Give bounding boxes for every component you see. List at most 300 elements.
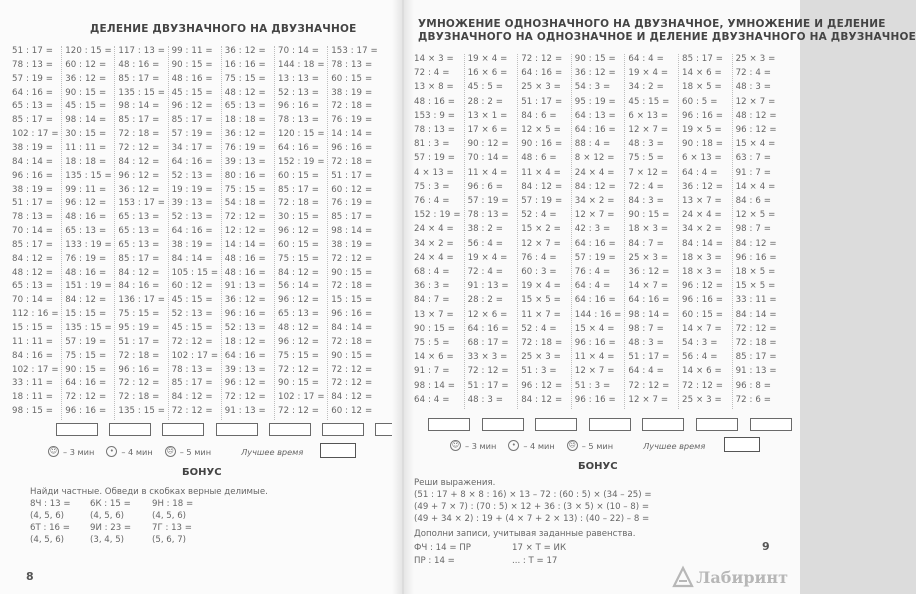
exercise-cell: 84 : 6 = — [735, 196, 772, 206]
exercise-cell: 65 : 13 = — [118, 212, 160, 223]
answer-box[interactable] — [642, 418, 684, 431]
exercise-cell: 54 : 18 = — [224, 198, 266, 209]
exercise-cell: 90 : 15 = — [65, 364, 107, 375]
exercise-cell: 12 × 7 = — [574, 366, 615, 377]
exercise-cell: 15 : 15 = — [65, 309, 107, 320]
exercise-cell: 48 : 16 = — [414, 96, 456, 107]
exercise-cell: 33 : 11 = — [735, 295, 777, 306]
exercise-cell: 48 : 3 = — [467, 394, 504, 405]
right-page-title-line1: УМНОЖЕНИЕ ОДНОЗНАЧНОГО НА ДВУЗНАЧНОЕ, УМНОЖЕНИЕ И ДЕЛЕНИЕ — [418, 18, 886, 30]
exercise-cell: 14 × 7 = — [628, 281, 669, 292]
exercise-cell: 80 : 16 = — [224, 170, 266, 181]
right-eq-0-right: 17 × Т = ИК — [512, 543, 567, 553]
exercise-cell: 96 : 12 = — [278, 336, 320, 347]
exercise-cell: 72 : 18 = — [735, 338, 777, 348]
exercise-cell: 120 : 15 = — [278, 129, 325, 140]
exercise-cell: 57 : 19 = — [171, 129, 213, 140]
exercise-cell: 57 : 19 = — [414, 153, 456, 164]
exercise-cell: 96 : 12 = — [735, 125, 777, 135]
exercise-cell: 57 : 19 = — [12, 73, 54, 84]
exercise-cell: 64 : 4 = — [628, 366, 664, 377]
exercise-cell: 18 : 18 = — [224, 115, 266, 126]
exercise-cell: 72 : 12 = — [278, 406, 320, 417]
exercise-cell: 60 : 5 = — [682, 96, 718, 107]
exercise-cell: 38 : 19 = — [12, 184, 54, 195]
exercise-cell: 96 : 8 = — [735, 380, 772, 391]
exercise-cell: 72 : 12 = — [628, 380, 670, 391]
bonus-item-choices[interactable]: (4, 5, 6) — [30, 511, 65, 521]
exercise-cell: 76 : 19 = — [65, 253, 107, 264]
exercise-cell: 72 : 12 = — [118, 142, 160, 153]
exercise-cell: 11 × 7 = — [521, 309, 561, 320]
exercise-cell: 18 × 5 = — [682, 82, 722, 93]
bonus-item-choices[interactable]: (4, 5, 6) — [152, 511, 187, 521]
exercise-cell: 85 : 17 = — [278, 184, 320, 195]
exercise-cell: 13 : 13 = — [278, 73, 320, 84]
column-separator — [221, 46, 222, 420]
exercise-cell: 24 × 4 = — [682, 210, 722, 221]
exercise-cell: 34 : 17 = — [171, 142, 213, 153]
exercise-cell: 63 : 7 = — [735, 153, 772, 164]
exercise-cell: 84 : 12 = — [12, 253, 54, 264]
exercise-cell: 96 : 16 = — [12, 170, 54, 181]
column-separator — [327, 46, 328, 420]
right-best-time-box[interactable] — [724, 437, 760, 452]
answer-box[interactable] — [109, 423, 151, 436]
exercise-cell: 90 : 15 = — [278, 378, 320, 389]
right-eq-1-left: ПР : 14 = — [414, 556, 455, 566]
answer-box[interactable] — [322, 423, 364, 436]
bonus-item-choices[interactable]: (4, 5, 6) — [30, 535, 65, 545]
exercise-cell: 72 : 12 = — [171, 336, 213, 347]
exercise-cell: 14 : 14 = — [224, 239, 266, 250]
answer-box[interactable] — [269, 423, 311, 436]
answer-box[interactable] — [216, 423, 258, 436]
exercise-cell: 13 × 1 = — [467, 110, 508, 121]
exercise-cell: 24 × 4 = — [414, 224, 454, 235]
smile-face-icon: ☺ — [451, 441, 460, 449]
timing-3min: – 3 мин — [465, 440, 497, 451]
exercise-cell: 16 : 16 = — [224, 59, 266, 70]
exercise-cell: 13 × 8 = — [414, 82, 454, 93]
exercise-cell: 48 : 6 = — [521, 153, 557, 164]
exercise-cell: 76 : 19 = — [224, 142, 266, 153]
exercise-cell: 76 : 19 = — [331, 115, 373, 126]
exercise-cell: 153 : 17 = — [118, 198, 166, 209]
exercise-cell: 152 : 19 = — [278, 156, 325, 167]
exercise-cell: 84 : 7 = — [414, 295, 450, 306]
exercise-cell: 12 × 7 = — [628, 394, 669, 405]
exercise-cell: 38 : 19 = — [331, 239, 373, 250]
exercise-cell: 90 : 15 = — [414, 323, 456, 334]
exercise-cell: 72 : 12 = — [224, 392, 266, 403]
exercise-cell: 57 : 19 = — [467, 196, 509, 206]
exercise-cell: 135 : 15 = — [118, 87, 166, 98]
exercise-cell: 96 : 12 = — [278, 226, 320, 237]
right-bonus-line-0: Реши выражения. — [414, 478, 496, 488]
exercise-cell: 15 : 15 = — [12, 323, 54, 333]
exercise-cell: 72 : 4 = — [467, 267, 504, 277]
exercise-cell: 96 : 16 = — [65, 406, 107, 417]
exercise-cell: 14 × 7 = — [682, 323, 722, 334]
labirint-logo — [672, 566, 788, 588]
exercise-cell: 85 : 17 = — [12, 239, 54, 250]
exercise-cell: 34 × 2 = — [414, 238, 454, 249]
exercise-cell: 65 : 13 = — [65, 226, 107, 237]
right-page-title-line2: ДВУЗНАЧНОГО НА ОДНОЗНАЧНОЕ И ДЕЛЕНИЕ ДВУЗНАЧНОГО НА ДВУЗНАЧНОЕ — [418, 31, 916, 43]
exercise-cell: 60 : 15 = — [682, 309, 724, 320]
exercise-cell: 33 × 3 = — [467, 352, 508, 363]
exercise-cell: 72 : 18 = — [521, 338, 563, 348]
exercise-cell: 60 : 12 = — [65, 59, 107, 70]
bonus-item-choices[interactable]: (3, 4, 5) — [90, 535, 125, 545]
exercise-cell: 70 : 14 = — [467, 153, 509, 164]
answer-box[interactable] — [482, 418, 524, 431]
exercise-cell: 78 : 13 = — [331, 59, 373, 70]
smile-face-icon: ☺ — [49, 447, 58, 455]
exercise-cell: 12 × 7 = — [574, 210, 615, 221]
exercise-cell: 96 : 12 = — [118, 170, 160, 181]
exercise-cell: 12 × 6 = — [467, 309, 508, 320]
exercise-cell: 84 : 16 = — [12, 350, 54, 361]
exercise-cell: 52 : 4 = — [521, 323, 557, 334]
exercise-cell: 76 : 19 = — [331, 198, 373, 209]
right-timing-legend — [450, 440, 705, 451]
exercise-cell: 48 : 16 = — [118, 59, 160, 70]
right-bonus-line-3: (49 + 34 × 2) : 19 + (4 × 7 + 2 × 13) : (40 – 22) – 8 = — [414, 514, 650, 524]
answer-box[interactable] — [696, 418, 738, 431]
exercise-cell: 75 : 5 = — [414, 338, 450, 348]
exercise-cell: 64 : 16 = — [574, 295, 616, 306]
exercise-cell: 72 : 12 = — [278, 364, 320, 375]
exercise-cell: 84 : 12 = — [118, 267, 160, 278]
exercise-cell: 72 : 12 = — [224, 212, 266, 223]
labirint-mark-icon — [672, 566, 694, 588]
exercise-cell: 36 : 12 = — [574, 68, 616, 79]
exercise-cell: 19 : 19 = — [171, 184, 213, 195]
book-gutter — [392, 0, 414, 594]
exercise-cell: 84 : 16 = — [118, 281, 160, 292]
exercise-cell: 12 × 5 = — [735, 210, 776, 221]
exercise-cell: 96 : 12 = — [521, 380, 563, 391]
exercise-cell: 98 : 15 = — [12, 406, 54, 417]
exercise-cell: 96 : 16 = — [574, 338, 616, 348]
exercise-cell: 120 : 15 = — [65, 46, 112, 56]
exercise-cell: 18 : 18 = — [65, 156, 107, 167]
exercise-cell: 98 : 14 = — [65, 115, 107, 126]
right-bonus-instruction-2: Дополни записи, учитывая заданные равенства. — [414, 529, 636, 539]
exercise-cell: 90 : 18 = — [682, 139, 724, 150]
exercise-cell: 64 : 16 = — [12, 87, 54, 98]
exercise-cell: 57 : 19 = — [574, 252, 616, 263]
exercise-cell: 39 : 13 = — [224, 156, 266, 167]
exercise-cell: 98 : 7 = — [628, 323, 664, 334]
exercise-cell: 72 : 12 = — [171, 406, 213, 417]
exercise-cell: 18 × 3 = — [628, 224, 669, 235]
right-bonus-line-1: (51 : 17 + 8 × 8 : 16) × 13 – 72 : (60 : 5) × (34 – 25) = — [414, 490, 652, 500]
exercise-cell: 98 : 14 = — [118, 101, 160, 112]
exercise-cell: 72 : 18 = — [331, 336, 373, 347]
exercise-cell: 102 : 17 = — [171, 350, 219, 361]
exercise-cell: 12 : 12 = — [224, 226, 266, 237]
exercise-cell: 65 : 13 = — [278, 309, 320, 320]
exercise-cell: 96 : 16 = — [735, 252, 777, 263]
right-bonus-line-2: (49 + 7 × 7) : (70 : 5) × 12 + 36 : (3 × 5) × (10 – 8) = — [414, 502, 650, 512]
exercise-cell: 153 : 17 = — [331, 46, 378, 56]
exercise-cell: 54 : 3 = — [574, 82, 611, 93]
exercise-cell: 24 × 4 = — [414, 252, 454, 263]
exercise-cell: 64 : 16 = — [171, 226, 213, 237]
exercise-cell: 12 × 7 = — [628, 125, 669, 135]
exercise-cell: 6 × 13 = — [682, 153, 722, 164]
exercise-cell: 12 × 5 = — [521, 125, 561, 135]
exercise-cell: 84 : 12 = — [735, 238, 777, 249]
exercise-cell: 51 : 17 = — [467, 380, 509, 391]
sad-face-icon: ☹ — [568, 441, 576, 449]
exercise-cell: 68 : 17 = — [467, 338, 509, 348]
exercise-cell: 135 : 15 = — [65, 323, 112, 333]
exercise-cell: 90 : 15 = — [331, 267, 373, 278]
exercise-cell: 19 × 5 = — [682, 125, 722, 135]
exercise-cell: 14 × 3 = — [414, 54, 454, 64]
bonus-item-expr: 7Г : 13 = — [152, 523, 192, 533]
exercise-cell: 78 : 13 = — [12, 59, 54, 70]
exercise-cell: 135 : 15 = — [65, 170, 112, 181]
exercise-cell: 84 : 14 = — [171, 253, 213, 264]
answer-box[interactable] — [162, 423, 204, 436]
exercise-cell: 11 : 11 = — [65, 142, 107, 153]
column-separator — [571, 54, 572, 409]
exercise-cell: 19 × 4 = — [467, 54, 508, 64]
exercise-cell: 72 : 6 = — [735, 394, 772, 405]
left-bonus-instruction: Найди частные. Обведи в скобках верные делимые. — [30, 487, 268, 497]
exercise-cell: 48 : 3 = — [628, 338, 664, 348]
exercise-cell: 57 : 19 = — [65, 336, 107, 347]
exercise-cell: 72 : 12 = — [65, 392, 107, 403]
exercise-cell: 48 : 12 = — [12, 267, 54, 278]
exercise-cell: 144 : 18 = — [278, 59, 325, 70]
exercise-cell: 52 : 13 = — [171, 212, 213, 223]
exercise-cell: 56 : 14 = — [278, 281, 320, 292]
exercise-cell: 96 : 16 = — [574, 394, 616, 405]
exercise-cell: 25 × 3 = — [682, 394, 722, 405]
exercise-cell: 84 : 7 = — [628, 238, 664, 249]
column-separator — [114, 46, 115, 420]
exercise-cell: 72 : 4 = — [628, 181, 664, 192]
exercise-cell: 75 : 15 = — [224, 73, 266, 84]
exercise-cell: 51 : 17 = — [331, 170, 373, 181]
exercise-cell: 14 × 6 = — [682, 68, 722, 79]
exercise-cell: 95 : 19 = — [574, 96, 616, 107]
exercise-cell: 76 : 4 = — [574, 267, 611, 277]
exercise-cell: 65 : 13 = — [118, 226, 160, 237]
exercise-cell: 90 : 15 = — [171, 59, 213, 70]
timing-5min: – 5 мин — [581, 440, 614, 451]
exercise-cell: 96 : 16 = — [331, 142, 373, 153]
exercise-cell: 99 : 11 = — [65, 184, 107, 195]
exercise-cell: 30 : 15 = — [65, 129, 107, 140]
exercise-cell: 78 : 13 = — [414, 125, 456, 135]
exercise-cell: 78 : 13 = — [12, 212, 54, 223]
exercise-cell: 36 : 12 = — [65, 73, 107, 84]
exercise-cell: 78 : 13 = — [171, 364, 213, 375]
left-timing-legend — [48, 446, 303, 457]
exercise-cell: 99 : 11 = — [171, 46, 213, 56]
exercise-cell: 39 : 13 = — [171, 198, 213, 209]
exercise-cell: 72 : 12 = — [735, 323, 777, 334]
neutral-face-icon: • — [508, 440, 519, 451]
exercise-cell: 60 : 12 = — [171, 281, 213, 292]
left-best-time-box[interactable] — [320, 443, 356, 458]
exercise-cell: 84 : 14 = — [682, 238, 724, 249]
right-exercise-grid — [414, 54, 790, 414]
exercise-cell: 85 : 17 = — [171, 115, 213, 126]
exercise-cell: 15 × 5 = — [735, 281, 776, 292]
column-separator — [61, 46, 62, 420]
exercise-cell: 90 : 15 = — [331, 350, 373, 361]
exercise-cell: 112 : 16 = — [12, 309, 59, 320]
exercise-cell: 25 × 3 = — [521, 82, 561, 93]
exercise-cell: 34 × 2 = — [682, 224, 722, 235]
right-bonus-title: БОНУС — [578, 461, 618, 472]
exercise-cell: 34 × 2 = — [574, 196, 615, 206]
exercise-cell: 64 : 16 = — [224, 350, 266, 361]
exercise-cell: 36 : 3 = — [414, 281, 450, 292]
exercise-cell: 45 : 5 = — [467, 82, 504, 93]
bonus-item-expr: 6Т : 16 = — [30, 523, 70, 533]
exercise-cell: 52 : 4 = — [521, 210, 557, 221]
exercise-cell: 75 : 15 = — [278, 253, 320, 264]
exercise-cell: 42 : 3 = — [574, 224, 611, 235]
exercise-cell: 75 : 3 = — [414, 181, 450, 192]
exercise-cell: 28 : 2 = — [467, 96, 504, 107]
best-time-label: Лучшее время — [241, 446, 304, 457]
exercise-cell: 15 × 4 = — [735, 139, 776, 150]
exercise-cell: 25 × 3 = — [628, 252, 669, 263]
exercise-cell: 36 : 12 = — [224, 295, 266, 306]
exercise-cell: 72 : 18 = — [331, 101, 373, 112]
answer-box[interactable] — [535, 418, 577, 431]
exercise-cell: 96 : 12 = — [224, 378, 266, 389]
exercise-cell: 25 × 3 = — [735, 54, 776, 64]
exercise-cell: 75 : 15 = — [65, 350, 107, 361]
exercise-cell: 135 : 15 = — [118, 406, 166, 417]
exercise-cell: 84 : 14 = — [331, 323, 373, 333]
timing-4min: – 4 мин — [523, 440, 555, 451]
exercise-cell: 65 : 13 = — [12, 101, 54, 112]
bonus-item-expr: 8Ч : 13 = — [30, 499, 71, 509]
exercise-cell: 7 × 12 = — [628, 167, 669, 178]
exercise-cell: 54 : 3 = — [682, 338, 718, 348]
exercise-cell: 64 : 16 = — [628, 295, 670, 306]
exercise-cell: 70 : 14 = — [12, 226, 54, 237]
bonus-item-expr: 6К : 15 = — [90, 499, 131, 509]
exercise-cell: 84 : 3 = — [628, 196, 664, 206]
exercise-cell: 45 : 15 = — [171, 87, 213, 98]
exercise-cell: 28 : 2 = — [467, 295, 504, 306]
exercise-cell: 30 : 15 = — [278, 212, 320, 223]
exercise-cell: 45 : 15 = — [628, 96, 670, 107]
bonus-item-choices[interactable]: (5, 6, 7) — [152, 535, 187, 545]
exercise-cell: 4 × 13 = — [414, 167, 454, 178]
exercise-cell: 64 : 4 = — [414, 394, 450, 405]
exercise-cell: 72 : 18 = — [118, 350, 160, 361]
exercise-cell: 105 : 15 = — [171, 267, 219, 278]
answer-box[interactable] — [589, 418, 631, 431]
exercise-cell: 72 : 12 = — [521, 54, 563, 64]
answer-box[interactable] — [750, 418, 792, 431]
exercise-cell: 8 × 12 = — [574, 153, 615, 164]
exercise-cell: 95 : 19 = — [118, 323, 160, 333]
exercise-cell: 72 : 4 = — [735, 68, 772, 79]
exercise-cell: 84 : 6 = — [521, 110, 557, 121]
exercise-cell: 98 : 14 = — [628, 309, 670, 320]
exercise-cell: 102 : 17 = — [12, 364, 59, 375]
exercise-cell: 72 : 18 = — [118, 392, 160, 403]
left-bonus-title: БОНУС — [182, 467, 222, 478]
exercise-cell: 64 : 16 = — [278, 142, 320, 153]
exercise-cell: 72 : 12 = — [682, 380, 724, 391]
exercise-cell: 38 : 19 = — [331, 87, 373, 98]
exercise-cell: 64 : 13 = — [574, 110, 616, 121]
exercise-cell: 13 × 7 = — [414, 309, 454, 320]
exercise-cell: 96 : 16 = — [118, 364, 160, 375]
exercise-cell: 14 × 6 = — [414, 352, 454, 363]
column-separator — [732, 54, 733, 409]
exercise-cell: 72 : 12 = — [331, 378, 373, 389]
exercise-cell: 85 : 17 = — [171, 378, 213, 389]
exercise-cell: 25 × 3 = — [521, 352, 561, 363]
bonus-item-expr: 9И : 23 = — [90, 523, 132, 533]
exercise-cell: 72 : 12 = — [467, 366, 509, 377]
exercise-cell: 48 : 12 = — [224, 87, 266, 98]
labirint-logo-text: Лабиринт — [696, 567, 788, 587]
exercise-cell: 76 : 4 = — [414, 196, 450, 206]
exercise-cell: 19 × 4 = — [467, 252, 508, 263]
exercise-cell: 90 : 16 = — [521, 139, 563, 150]
exercise-cell: 51 : 3 = — [574, 380, 611, 391]
answer-box[interactable] — [56, 423, 98, 436]
exercise-cell: 84 : 12 = — [331, 392, 373, 403]
exercise-cell: 52 : 13 = — [171, 309, 213, 320]
answer-box[interactable] — [428, 418, 470, 431]
exercise-cell: 51 : 17 = — [118, 336, 160, 347]
exercise-cell: 51 : 17 = — [12, 198, 54, 209]
column-separator — [274, 46, 275, 420]
exercise-cell: 85 : 17 = — [12, 115, 54, 126]
exercise-cell: 11 : 11 = — [12, 336, 54, 347]
exercise-cell: 36 : 12 = — [682, 181, 724, 192]
exercise-cell: 52 : 13 = — [171, 170, 213, 181]
exercise-cell: 12 × 7 = — [735, 96, 776, 107]
timing-3min: – 3 мин — [63, 446, 95, 457]
exercise-cell: 65 : 13 = — [12, 281, 54, 292]
bonus-item-choices[interactable]: (4, 5, 6) — [90, 511, 125, 521]
exercise-cell: 36 : 12 = — [628, 267, 670, 277]
exercise-cell: 91 : 7 = — [735, 167, 772, 178]
column-separator — [624, 54, 625, 409]
exercise-cell: 65 : 13 = — [224, 101, 266, 112]
exercise-cell: 48 : 16 = — [224, 253, 266, 264]
exercise-cell: 78 : 13 = — [467, 210, 509, 221]
exercise-cell: 85 : 17 = — [331, 212, 373, 223]
exercise-cell: 60 : 15 = — [331, 73, 373, 84]
column-separator — [464, 54, 465, 409]
exercise-cell: 48 : 12 = — [278, 323, 320, 333]
exercise-cell: 60 : 12 = — [331, 184, 373, 195]
exercise-cell: 34 : 2 = — [628, 82, 664, 93]
exercise-cell: 57 : 19 = — [521, 196, 563, 206]
